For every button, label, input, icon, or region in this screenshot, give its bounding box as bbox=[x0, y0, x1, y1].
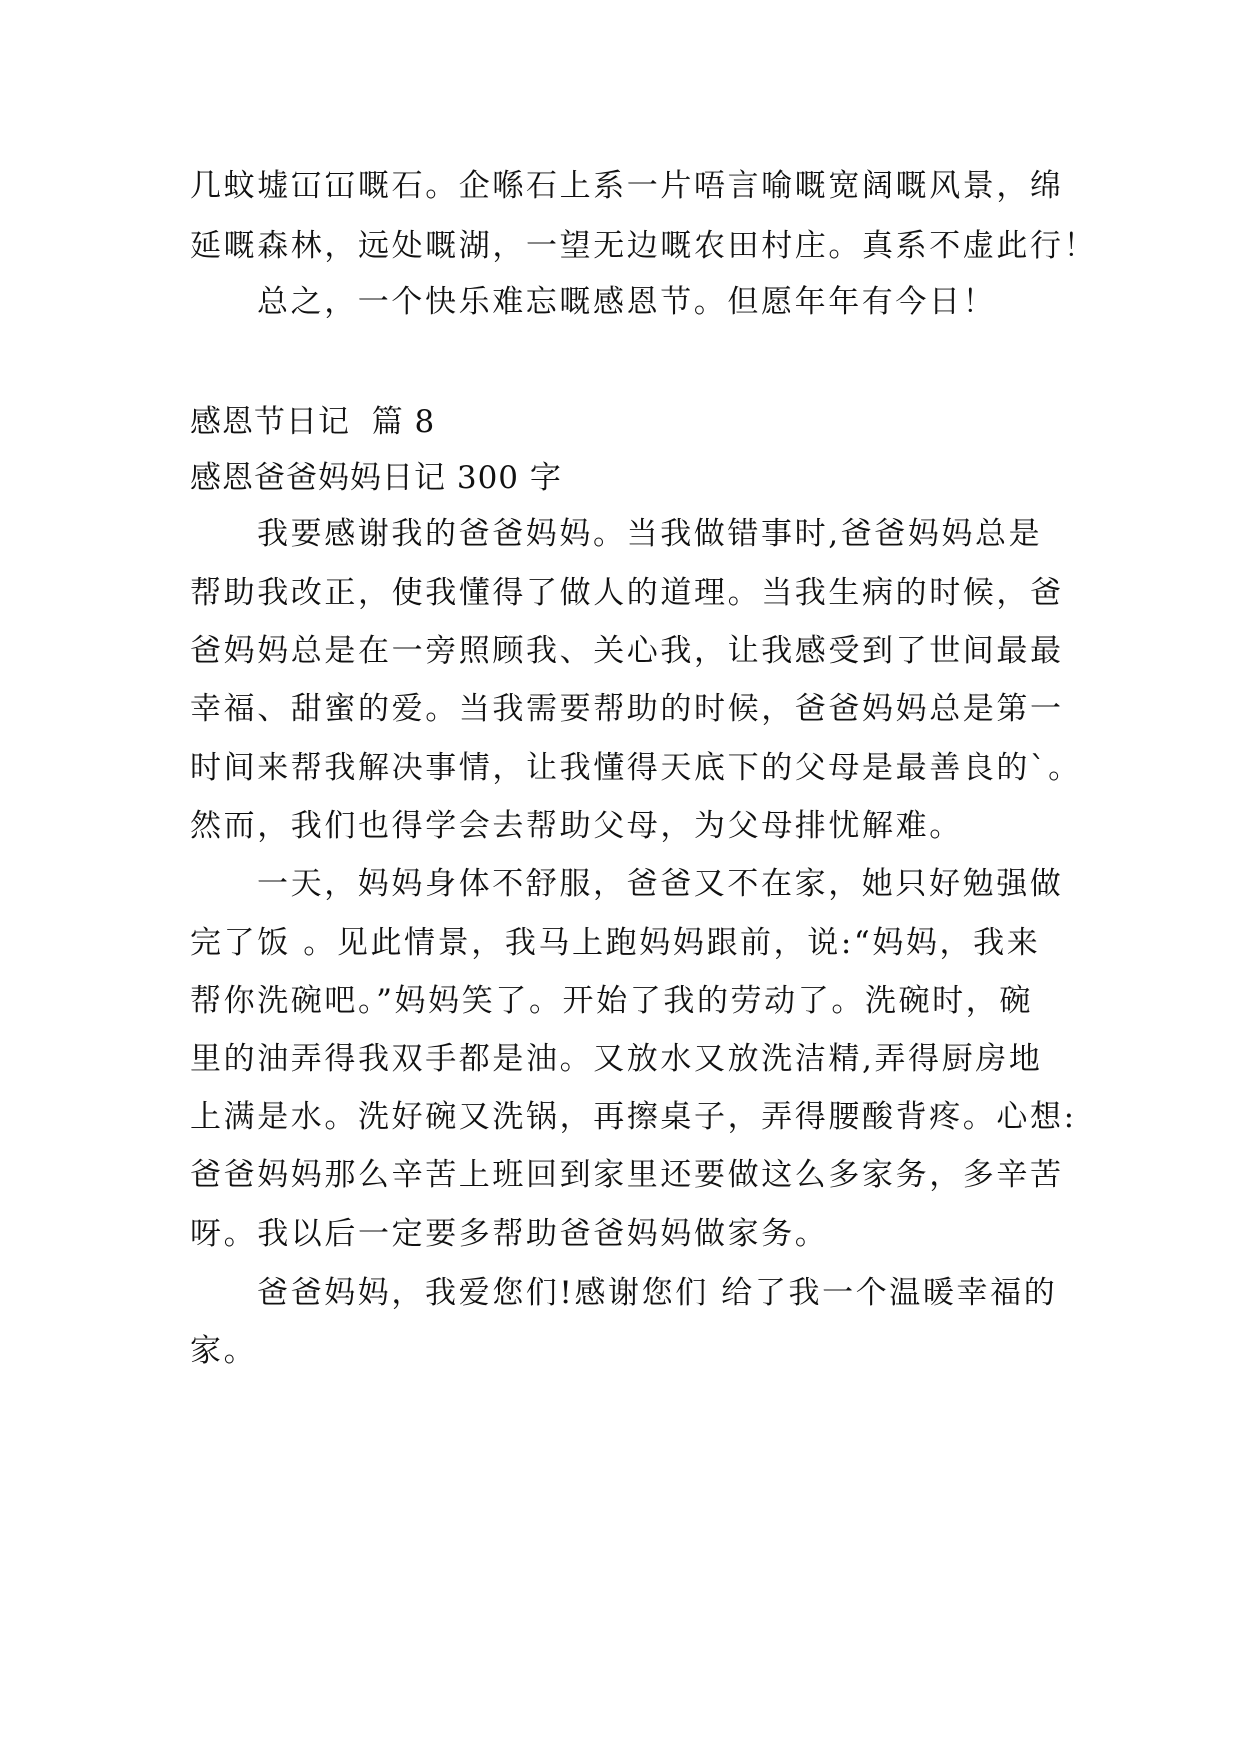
paragraph-line: 时间来帮我解决事情，让我懂得天底下的父母是最善良的`。 bbox=[190, 750, 1082, 786]
paragraph-line: 我要感谢我的爸爸妈妈。当我做错事时,爸爸妈妈总是 bbox=[257, 516, 1043, 552]
paragraph-line: 一天，妈妈身体不舒服，爸爸又不在家，她只好勉强做 bbox=[257, 866, 1064, 902]
paragraph-line: 家。 bbox=[190, 1333, 258, 1369]
paragraph-line: 然而，我们也得学会去帮助父母，为父母排忧解难。 bbox=[190, 808, 963, 844]
paragraph-line: 上满是水。洗好碗又洗锅，再擦桌子，弄得腰酸背疼。心想: bbox=[190, 1099, 1077, 1135]
paragraph-line: 帮助我改正，使我懂得了做人的道理。当我生病的时候，爸 bbox=[190, 575, 1064, 611]
paragraph-line: 爸妈妈总是在一旁照顾我、关心我，让我感受到了世间最最 bbox=[190, 633, 1064, 669]
paragraph-line: 爸爸妈妈，我爱您们!感谢您们 给了我一个温暖幸福的 bbox=[257, 1275, 1058, 1311]
closing-line: 总之，一个快乐难忘嘅感恩节。但愿年年有今日！ bbox=[257, 284, 997, 320]
article-title: 感恩爸爸妈妈日记 300 字 bbox=[190, 460, 562, 496]
paragraph-line: 爸爸妈妈那么辛苦上班回到家里还要做这么多家务，多辛苦 bbox=[190, 1157, 1064, 1193]
paragraph-line: 几蚊墟冚冚嘅石。企喺石上系一片唔言喻嘅宽阔嘅风景，绵 bbox=[190, 168, 1064, 204]
paragraph-line: 完了饭 。见此情景，我马上跑妈妈跟前，说:“妈妈，我来 bbox=[190, 925, 1041, 961]
paragraph-line: 里的油弄得我双手都是油。又放水又放洗洁精,弄得厨房地 bbox=[190, 1041, 1043, 1077]
paragraph-line: 延嘅森林，远处嘅湖，一望无边嘅农田村庄。真系不虚此行！ bbox=[190, 228, 1098, 264]
paragraph-line: 帮你洗碗吧。”妈妈笑了。开始了我的劳动了。洗碗时，碗 bbox=[190, 983, 1033, 1019]
paragraph-line: 呀。我以后一定要多帮助爸爸妈妈做家务。 bbox=[190, 1216, 829, 1252]
section-heading: 感恩节日记 篇 8 bbox=[190, 404, 436, 440]
paragraph-line: 幸福、甜蜜的爱。当我需要帮助的时候，爸爸妈妈总是第一 bbox=[190, 691, 1064, 727]
